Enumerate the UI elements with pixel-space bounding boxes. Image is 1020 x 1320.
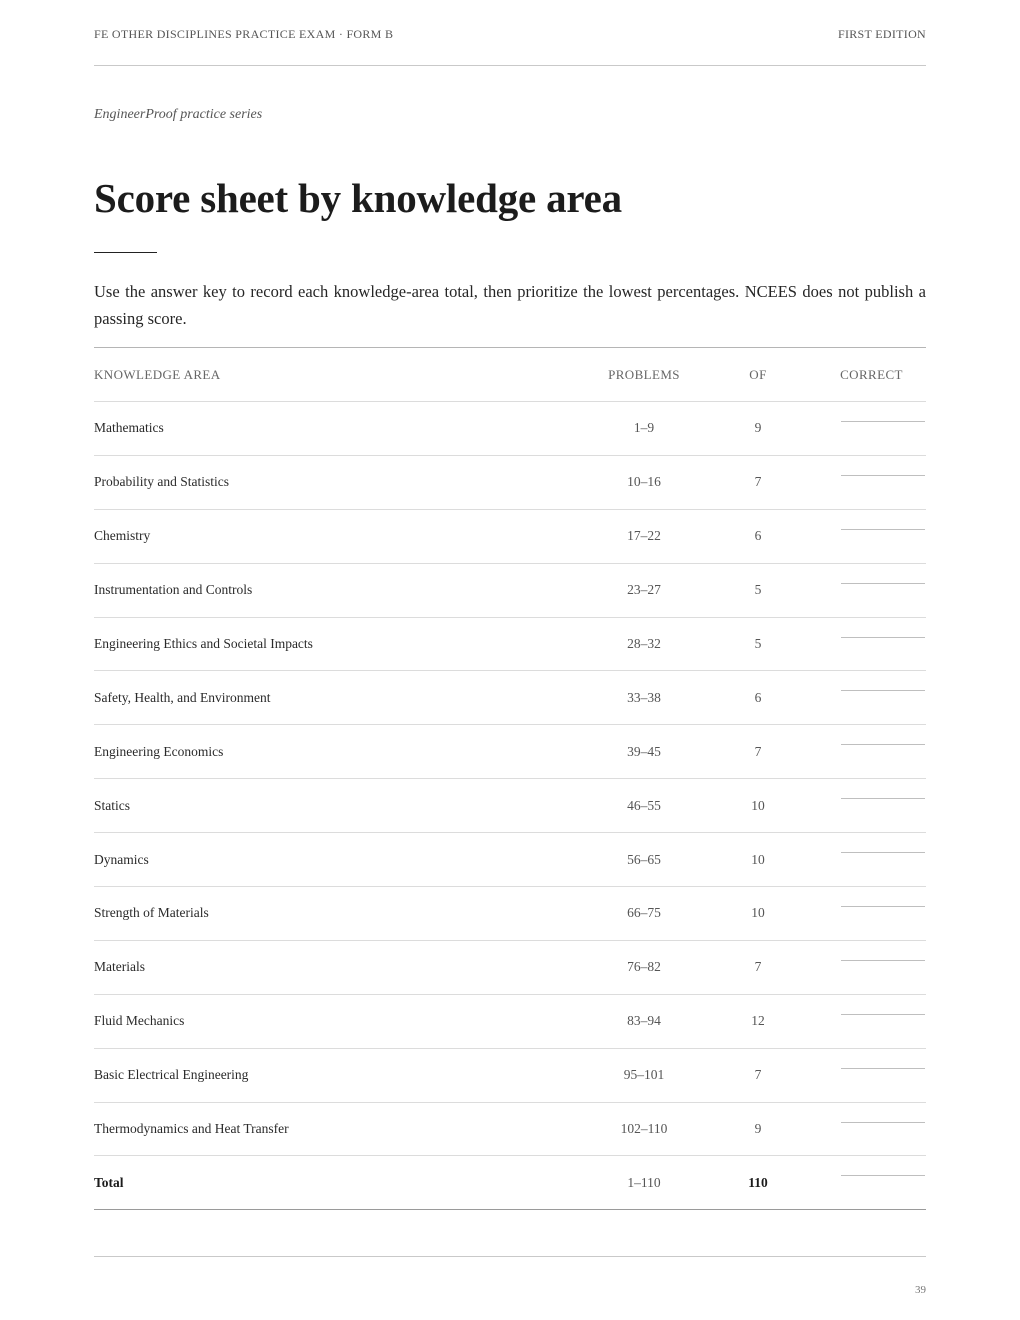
correct-write-in-line xyxy=(841,1068,925,1069)
problems-cell: 46–55 xyxy=(627,797,661,813)
header-divider xyxy=(94,65,926,66)
column-header-correct: CORRECT xyxy=(840,366,903,382)
total-correct-cell xyxy=(817,1156,926,1209)
knowledge-area-cell: Statics xyxy=(94,797,130,813)
correct-write-in-line xyxy=(841,1014,925,1015)
total-label: Total xyxy=(94,1174,124,1190)
problems-cell: 102–110 xyxy=(620,1121,668,1137)
column-header-knowledge-area: KNOWLEDGE AREA xyxy=(94,366,221,382)
table-row xyxy=(94,725,926,779)
knowledge-area-cell: Strength of Materials xyxy=(94,905,209,921)
table-row xyxy=(94,887,926,941)
correct-write-in-line xyxy=(841,1175,925,1176)
correct-write-in-line xyxy=(841,421,925,422)
knowledge-area-cell: Engineering Ethics and Societal Impacts xyxy=(94,636,313,651)
table-row xyxy=(94,941,926,995)
correct-write-in-line xyxy=(841,637,925,638)
table-row xyxy=(94,833,926,887)
of-cell: 10 xyxy=(751,851,765,867)
footer-divider xyxy=(94,1256,926,1257)
page-number: 39 xyxy=(915,1284,926,1296)
of-cell: 5 xyxy=(754,582,762,598)
column-header-problems: PROBLEMS xyxy=(608,366,680,382)
title-underline xyxy=(94,252,157,253)
of-cell: 9 xyxy=(754,420,762,436)
of-cell: 7 xyxy=(754,959,762,975)
of-cell: 5 xyxy=(754,636,762,651)
correct-write-in-line xyxy=(841,690,925,691)
table-row xyxy=(94,564,926,618)
of-cell: 7 xyxy=(754,1067,762,1083)
table-row xyxy=(94,456,926,510)
problems-cell: 28–32 xyxy=(627,636,661,651)
knowledge-area-cell: Fluid Mechanics xyxy=(94,1013,185,1029)
score-table xyxy=(94,348,926,1210)
of-cell: 6 xyxy=(754,528,762,544)
table-header-row xyxy=(94,348,926,402)
correct-cell xyxy=(817,510,926,563)
total-of-cell: 110 xyxy=(748,1174,768,1190)
table-row xyxy=(94,1103,926,1157)
problems-cell: 39–45 xyxy=(627,743,661,759)
of-cell: 10 xyxy=(751,797,765,813)
of-cell: 6 xyxy=(754,689,762,705)
table-row xyxy=(94,779,926,833)
table-row xyxy=(94,995,926,1049)
problems-cell: 33–38 xyxy=(627,689,661,705)
correct-cell xyxy=(817,725,926,778)
table-row xyxy=(94,1049,926,1103)
correct-write-in-line xyxy=(841,1122,925,1123)
problems-cell: 17–22 xyxy=(627,528,661,544)
correct-write-in-line xyxy=(841,583,925,584)
knowledge-area-cell: Mathematics xyxy=(94,420,164,436)
running-header xyxy=(94,27,926,43)
knowledge-area-cell: Engineering Economics xyxy=(94,743,224,759)
correct-cell xyxy=(817,779,926,832)
intro-paragraph: Use the answer key to record each knowledge-area total, then prioritize the lowest percentages. NCEES does not publish a passing score. xyxy=(94,282,926,328)
correct-write-in-line xyxy=(841,744,925,745)
running-header-edition: FIRST EDITION xyxy=(837,27,926,41)
problems-cell: 23–27 xyxy=(627,582,661,598)
correct-write-in-line xyxy=(841,960,925,961)
knowledge-area-cell: Basic Electrical Engineering xyxy=(94,1067,249,1083)
correct-cell xyxy=(817,833,926,886)
correct-cell xyxy=(817,1103,926,1156)
of-cell: 10 xyxy=(751,905,765,921)
knowledge-area-cell: Probability and Statistics xyxy=(94,474,229,490)
correct-write-in-line xyxy=(841,852,925,853)
knowledge-area-cell: Materials xyxy=(94,959,145,975)
correct-cell xyxy=(817,564,926,617)
knowledge-area-cell: Chemistry xyxy=(94,528,151,544)
problems-cell: 76–82 xyxy=(627,959,661,975)
correct-write-in-line xyxy=(841,529,925,530)
correct-cell xyxy=(817,671,926,724)
problems-cell: 56–65 xyxy=(627,851,661,867)
table-row xyxy=(94,618,926,672)
correct-write-in-line xyxy=(841,475,925,476)
of-cell: 7 xyxy=(754,474,762,490)
table-row xyxy=(94,510,926,564)
correct-cell xyxy=(817,456,926,509)
correct-write-in-line xyxy=(841,906,925,907)
series-label: EngineerProof practice series xyxy=(94,107,263,122)
problems-cell: 83–94 xyxy=(627,1013,661,1029)
table-row xyxy=(94,402,926,456)
problems-cell: 10–16 xyxy=(627,474,661,490)
problems-cell: 1–9 xyxy=(633,420,655,436)
page-title: Score sheet by knowledge area xyxy=(94,175,622,221)
problems-cell: 95–101 xyxy=(623,1067,665,1083)
correct-cell xyxy=(817,618,926,671)
running-header-title: FE OTHER DISCIPLINES PRACTICE EXAM · FORM B xyxy=(94,27,394,41)
correct-cell xyxy=(817,1049,926,1102)
correct-write-in-line xyxy=(841,798,925,799)
total-problems-cell: 1–110 xyxy=(627,1174,661,1190)
of-cell: 9 xyxy=(754,1121,762,1137)
knowledge-area-cell: Dynamics xyxy=(94,851,149,867)
correct-cell xyxy=(817,941,926,994)
column-header-of: OF xyxy=(749,366,767,382)
table-row xyxy=(94,671,926,725)
table-total-row xyxy=(94,1156,926,1210)
knowledge-area-cell: Thermodynamics and Heat Transfer xyxy=(94,1121,289,1137)
correct-cell xyxy=(817,995,926,1048)
knowledge-area-cell: Instrumentation and Controls xyxy=(94,582,253,598)
correct-cell xyxy=(817,887,926,940)
correct-cell xyxy=(817,402,926,455)
of-cell: 7 xyxy=(754,743,762,759)
document-page xyxy=(94,0,926,1320)
problems-cell: 66–75 xyxy=(627,905,661,921)
knowledge-area-cell: Safety, Health, and Environment xyxy=(94,689,271,705)
of-cell: 12 xyxy=(751,1013,765,1029)
